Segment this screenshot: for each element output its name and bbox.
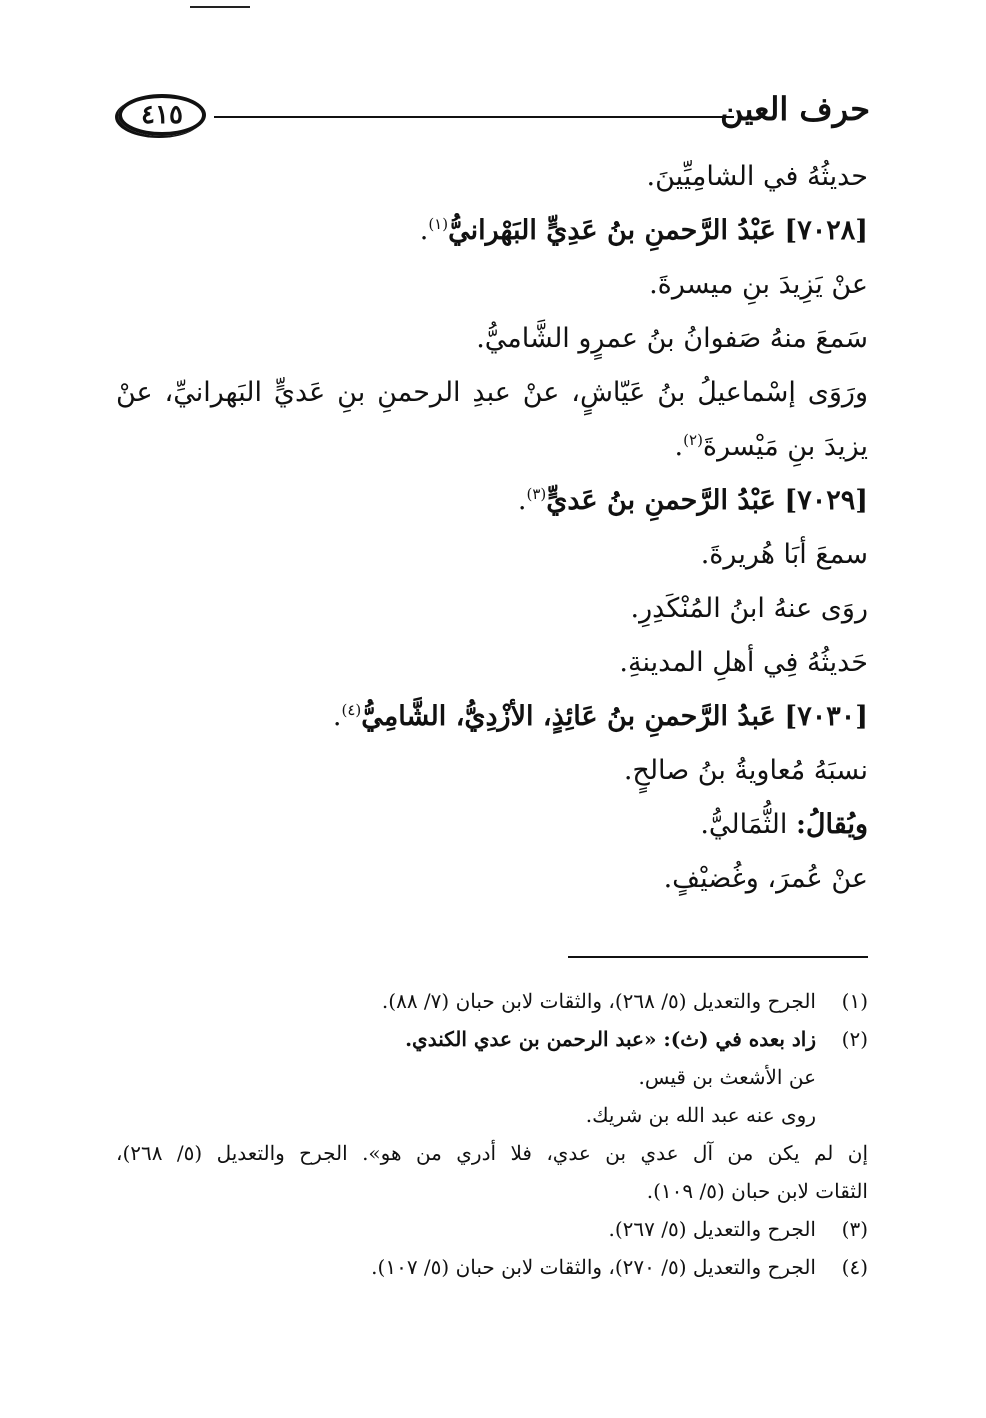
entry-heading-7029: [٧٠٢٩] عَبْدُ الرَّحمنِ بنُ عَديٍّ$^{(٣)}$. bbox=[517, 485, 868, 516]
footnote-text: زاد بعده في (ث): «عبد الرحمن بن عدي الكندي. bbox=[405, 1027, 816, 1051]
footnote-text: الجرح والتعديل (٥/ ٢٦٨)، والثقات لابن حبان (٧/ ٨٨). bbox=[381, 989, 816, 1013]
footnote-2-line bbox=[116, 1058, 868, 1096]
footnote-number: (٤) bbox=[841, 1255, 868, 1279]
footnote-ref: (٢) bbox=[683, 431, 703, 449]
main-text bbox=[116, 150, 868, 906]
footnotes bbox=[116, 982, 868, 1286]
text-line: ورَوَى إسْماعيلُ بنُ عَيّاشٍ، عنْ عبدِ الرحمنِ بنِ عَديٍّ البَهرانيِّ، عنْ bbox=[116, 377, 868, 408]
footnote-2 bbox=[116, 1020, 868, 1058]
footnote-3 bbox=[116, 1210, 868, 1248]
page-number: ٤١٥ bbox=[118, 94, 206, 136]
footnote-4 bbox=[116, 1248, 868, 1286]
running-title: حرف العين bbox=[720, 90, 870, 128]
entry-heading-7028: [٧٠٢٨] عَبْدُ الرَّحمنِ بنُ عَدِيٍّ البَهْرانيُّ$^{(١)}$. bbox=[419, 215, 868, 246]
page-header bbox=[118, 92, 870, 138]
footnote-ref: (١) bbox=[428, 215, 449, 233]
footnote-2-line bbox=[116, 1134, 868, 1172]
text-line: حَديثُهُ فِي أهلِ المدينةِ. bbox=[619, 647, 868, 678]
header-rule bbox=[214, 116, 734, 118]
alt-name-line bbox=[116, 798, 868, 852]
text-line: سَمعَ منهُ صَفوانُ بنُ عمرٍو الشَّاميُّ. bbox=[476, 323, 868, 354]
footnote-2-line bbox=[116, 1172, 868, 1210]
footnote-text: الجرح والتعديل (٥/ ٢٧٠)، والثقات لابن حبان (٥/ ١٠٧). bbox=[371, 1255, 816, 1279]
footnote-text: الجرح والتعديل (٥/ ٢٦٧). bbox=[608, 1217, 816, 1241]
entry-name: عَبدُ الرَّحمنِ بنُ عَائِذٍ، الأزْدِيُّ، الشَّامِيُّ bbox=[361, 701, 776, 732]
entry-name: عَبْدُ الرَّحمنِ بنُ عَدِيٍّ البَهْرانيُّ bbox=[448, 215, 776, 246]
top-edge-rule bbox=[190, 6, 250, 8]
entry-number: [٧٠٣٠] bbox=[784, 701, 868, 732]
entry-heading-7030: [٧٠٣٠] عَبدُ الرَّحمنِ بنُ عَائِذٍ، الأزْدِيُّ، الشَّامِيُّ$^{(٤)}$. bbox=[332, 701, 868, 732]
footnote-text: عن الأشعث بن قيس. bbox=[638, 1065, 816, 1089]
footnote-text: الثقات لابن حبان (٥/ ١٠٩). bbox=[646, 1179, 868, 1203]
text-line: نسبَهُ مُعاويةُ بنُ صالحٍ. bbox=[623, 755, 868, 786]
text-line: عنْ عُمرَ، وغُضيْفٍ. bbox=[663, 863, 868, 894]
text-line: حديثُهُ في الشامِيِّينَ. bbox=[646, 161, 868, 192]
alt-name-label: ويُقالُ: bbox=[795, 809, 868, 840]
footnote-text: إن لم يكن من آل عدي بن عدي، فلا أدري من هو». الجرح والتعديل (٥/ ٢٦٨)، bbox=[116, 1141, 868, 1165]
footnote-ref: (٤) bbox=[341, 701, 362, 719]
text-line: عنْ يَزِيدَ بنِ ميسرةَ. bbox=[649, 269, 868, 300]
entry-name: عَبْدُ الرَّحمنِ بنُ عَديٍّ bbox=[546, 485, 776, 516]
footnote-separator bbox=[568, 956, 868, 958]
text-line: سمعَ أبَا هُريرةَ. bbox=[700, 539, 868, 570]
footnote-ref: (٣) bbox=[526, 485, 547, 503]
footnote-1 bbox=[116, 982, 868, 1020]
footnote-2-line bbox=[116, 1096, 868, 1134]
alt-name-value: الثُّمَاليُّ. bbox=[700, 809, 788, 840]
footnote-text: روى عنه عبد الله بن شريك. bbox=[585, 1103, 816, 1127]
text-line-with-ref: يزيدَ بنِ مَيْسرةَ$^{(٢)}$. bbox=[674, 431, 868, 462]
footnote-number: (٢) bbox=[841, 1027, 868, 1051]
text-line: روَى عنهُ ابنُ المُنْكَدِرِ. bbox=[630, 593, 868, 624]
footnote-number: (١) bbox=[841, 989, 868, 1013]
entry-number: [٧٠٢٨] bbox=[784, 215, 868, 246]
footnote-number: (٣) bbox=[841, 1217, 868, 1241]
text-fragment: يزيدَ بنِ مَيْسرةَ bbox=[702, 431, 868, 462]
entry-number: [٧٠٢٩] bbox=[784, 485, 868, 516]
